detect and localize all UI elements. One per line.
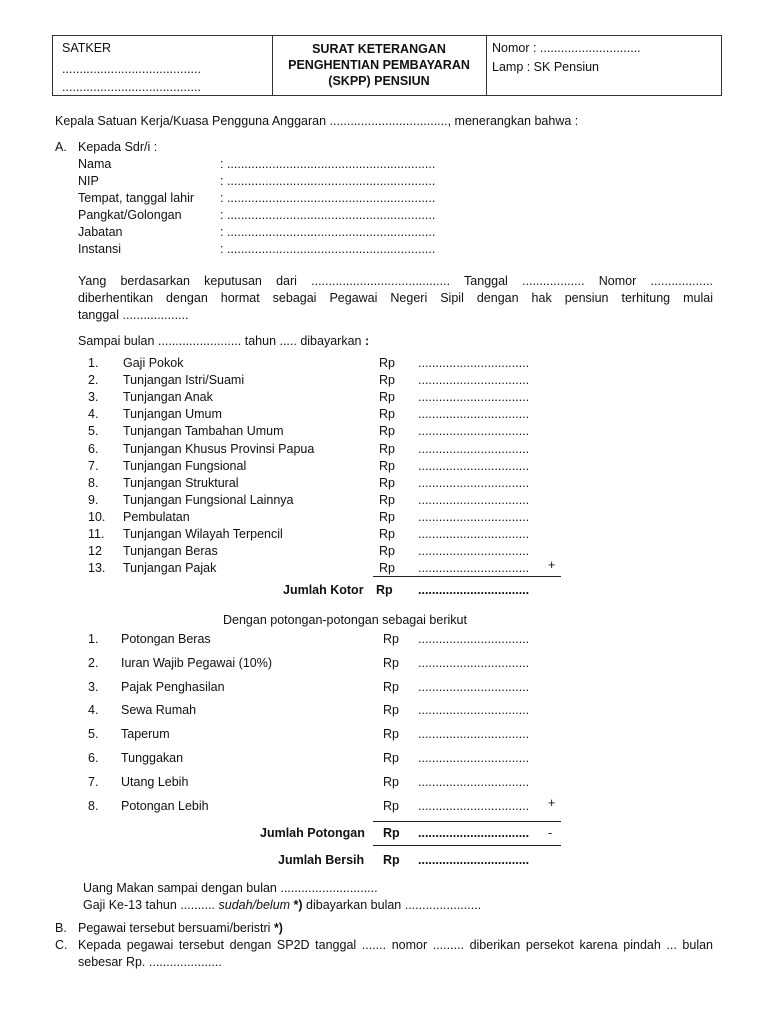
- field-label: Nama: [78, 157, 112, 171]
- jumlah-kotor-rp: Rp: [376, 583, 393, 597]
- field-value: : ............................................................: [220, 242, 436, 256]
- field-value: : ............................................................: [220, 191, 436, 205]
- earning-label: Tunjangan Pajak: [123, 561, 217, 576]
- field-label: Pangkat/Golongan: [78, 208, 182, 222]
- nomor-cell: [486, 36, 721, 95]
- lamp-field: Lamp : SK Pensiun: [492, 60, 600, 74]
- plus-sign: +: [548, 558, 556, 572]
- deduction-number: 8.: [88, 798, 99, 813]
- deduction-label: Utang Lebih: [121, 774, 189, 789]
- deduction-number: 3.: [88, 679, 99, 694]
- field-label: Instansi: [78, 242, 122, 256]
- paragraph-line-1: Yang berdasarkan keputusan dari ........................................ Tanggal .................. Nomor ..................: [78, 274, 713, 288]
- deduction-amount: ................................: [418, 679, 530, 694]
- minus-sign: -: [548, 826, 553, 840]
- jumlah-kotor-value: ................................: [418, 583, 530, 597]
- earning-number: 9.: [88, 492, 99, 507]
- earning-label: Tunjangan Khusus Provinsi Papua: [123, 441, 315, 456]
- field-value: : ............................................................: [220, 208, 436, 222]
- earning-label: Tunjangan Tambahan Umum: [123, 424, 284, 439]
- deduction-rp: Rp: [383, 751, 399, 765]
- field-value: : ............................................................: [220, 225, 436, 239]
- jumlah-bersih-label: Jumlah Bersih: [278, 853, 365, 867]
- earning-rp: Rp: [379, 509, 395, 524]
- field-label: Tempat, tanggal lahir: [78, 191, 195, 205]
- jumlah-potongan-rp: Rp: [383, 826, 400, 840]
- jumlah-bersih-rp: Rp: [383, 853, 400, 867]
- satker-dots-1: ........................................: [62, 62, 201, 76]
- earning-label: Tunjangan Beras: [123, 544, 218, 559]
- earning-rp: Rp: [379, 424, 395, 439]
- deduction-number: 4.: [88, 703, 99, 718]
- deduction-amount: ................................: [418, 655, 530, 670]
- section-b-marker: B.: [55, 921, 67, 935]
- earning-amount: ................................: [418, 373, 530, 388]
- earning-amount: ................................: [418, 441, 530, 456]
- deduction-label: Potongan Beras: [121, 632, 211, 646]
- earning-amount: ................................: [418, 407, 530, 422]
- earning-label: Tunjangan Struktural: [123, 475, 239, 490]
- section-c-marker: C.: [55, 938, 68, 952]
- deduction-label: Potongan Lebih: [121, 798, 209, 813]
- earning-label: Gaji Pokok: [123, 356, 184, 370]
- title-cell: [272, 36, 487, 95]
- earning-number: 10.: [88, 509, 106, 524]
- earning-label: Tunjangan Umum: [123, 407, 222, 422]
- deduction-rp: Rp: [383, 703, 399, 718]
- satker-dots-2: ........................................: [62, 80, 201, 94]
- paragraph-line-3: tanggal ...................: [78, 308, 189, 322]
- plus-sign: +: [548, 796, 556, 810]
- deduction-label: Pajak Penghasilan: [121, 679, 225, 694]
- doc-title-1: SURAT KETERANGAN: [312, 42, 446, 56]
- earning-amount: ................................: [418, 475, 530, 490]
- deduction-rp: Rp: [383, 798, 399, 813]
- section-b-text: Pegawai tersebut bersuami/beristri *): [78, 921, 283, 935]
- field-label: NIP: [78, 174, 99, 188]
- deduction-amount: ................................: [418, 774, 530, 789]
- earning-amount: ................................: [418, 424, 530, 439]
- earning-rp: Rp: [379, 544, 395, 559]
- earning-rp: Rp: [379, 390, 395, 405]
- earning-number: 4.: [88, 407, 99, 422]
- earning-label: Tunjangan Istri/Suami: [123, 373, 245, 388]
- earning-rp: Rp: [379, 458, 395, 473]
- section-a-heading: Kepada Sdr/i :: [78, 140, 158, 154]
- deduction-rp: Rp: [383, 774, 399, 789]
- earning-amount: ................................: [418, 561, 530, 576]
- paragraph-line-2: diberhentikan dengan hormat sebagai Pegawai Negeri Sipil dengan hak pensiun terhitung mulai: [78, 291, 713, 305]
- deduction-rp: Rp: [383, 727, 399, 742]
- deduction-label: Taperum: [121, 727, 170, 742]
- deduction-amount: ................................: [418, 703, 530, 718]
- section-a-marker: A.: [55, 140, 67, 154]
- earning-rp: Rp: [379, 373, 395, 388]
- field-value: : ............................................................: [220, 157, 436, 171]
- earning-number: 5.: [88, 424, 99, 439]
- doc-title-2: PENGHENTIAN PEMBAYARAN: [288, 58, 470, 72]
- earning-rp: Rp: [379, 475, 395, 490]
- earning-label: Tunjangan Fungsional: [123, 458, 247, 473]
- earning-number: 1.: [88, 356, 99, 370]
- earning-rp: Rp: [379, 407, 395, 422]
- deduction-label: Iuran Wajib Pegawai (10%): [121, 655, 272, 670]
- bersih-line: [373, 845, 561, 846]
- earning-number: 2.: [88, 373, 99, 388]
- jumlah-potongan-label: Jumlah Potongan: [260, 826, 365, 840]
- intro-text: Kepala Satuan Kerja/Kuasa Pengguna Anggaran .................................., menerangkan bahwa :: [55, 114, 579, 128]
- earning-number: 8.: [88, 475, 99, 490]
- nomor-field: Nomor : .............................: [492, 41, 641, 55]
- earning-label: Tunjangan Wilayah Terpencil: [123, 527, 283, 541]
- doc-title-3: (SKPP) PENSIUN: [328, 74, 430, 88]
- earning-amount: ................................: [418, 492, 530, 507]
- earning-number: 3.: [88, 390, 99, 405]
- uang-makan-text: Uang Makan sampai dengan bulan ............................: [83, 881, 378, 895]
- deduction-rp: Rp: [383, 655, 399, 670]
- deduction-label: Sewa Rumah: [121, 703, 197, 718]
- satker-cell: [53, 36, 273, 95]
- section-c-line-1: Kepada pegawai tersebut dengan SP2D tanggal ....... nomor ......... diberikan persekot karena pindah ... bulan: [78, 938, 713, 952]
- earning-amount: ................................: [418, 356, 530, 370]
- earning-rp: Rp: [379, 492, 395, 507]
- earning-amount: ................................: [418, 390, 530, 405]
- earning-label: Pembulatan: [123, 509, 190, 524]
- earning-number: 12: [88, 544, 102, 559]
- earning-rp: Rp: [379, 356, 395, 370]
- deduction-label: Tunggakan: [121, 751, 184, 765]
- earning-label: Tunjangan Fungsional Lainnya: [123, 492, 294, 507]
- earning-amount: ................................: [418, 509, 530, 524]
- deduction-amount: ................................: [418, 798, 530, 813]
- field-label: Jabatan: [78, 225, 123, 239]
- earning-number: 7.: [88, 458, 99, 473]
- deduction-amount: ................................: [418, 727, 530, 742]
- deductions-heading: Dengan potongan-potongan sebagai berikut: [223, 613, 467, 627]
- satker-label: SATKER: [62, 41, 112, 55]
- jumlah-kotor-label: Jumlah Kotor: [283, 583, 364, 597]
- deduction-amount: ................................: [418, 751, 530, 765]
- earning-rp: Rp: [379, 561, 395, 576]
- deduction-rp: Rp: [383, 632, 399, 646]
- jumlah-bersih-value: ................................: [418, 853, 530, 867]
- deduction-rp: Rp: [383, 679, 399, 694]
- field-value: : ............................................................: [220, 174, 436, 188]
- earning-amount: ................................: [418, 458, 530, 473]
- potongan-sum-line: [373, 821, 561, 822]
- sampai-bulan-text: Sampai bulan ........................ tahun ..... dibayarkan :: [78, 334, 370, 348]
- jumlah-potongan-value: ................................: [418, 826, 530, 840]
- deduction-number: 6.: [88, 751, 99, 765]
- deduction-number: 5.: [88, 727, 99, 742]
- earning-rp: Rp: [379, 441, 395, 456]
- earning-amount: ................................: [418, 544, 530, 559]
- earning-number: 13.: [88, 561, 106, 576]
- earning-label: Tunjangan Anak: [123, 390, 213, 405]
- earning-amount: ................................: [418, 527, 530, 541]
- deduction-number: 2.: [88, 655, 99, 670]
- deduction-amount: ................................: [418, 632, 530, 646]
- deduction-number: 7.: [88, 774, 99, 789]
- header-table: [52, 35, 722, 96]
- kotor-sum-line: [373, 576, 561, 577]
- earning-number: 11.: [88, 527, 105, 541]
- gaji-13-text: Gaji Ke-13 tahun .......... sudah/belum *) dibayarkan bulan ......................: [83, 898, 482, 912]
- section-c-line-2: sebesar Rp. .....................: [78, 955, 222, 969]
- earning-number: 6.: [88, 441, 99, 456]
- earning-rp: Rp: [379, 527, 395, 541]
- deduction-number: 1.: [88, 632, 99, 646]
